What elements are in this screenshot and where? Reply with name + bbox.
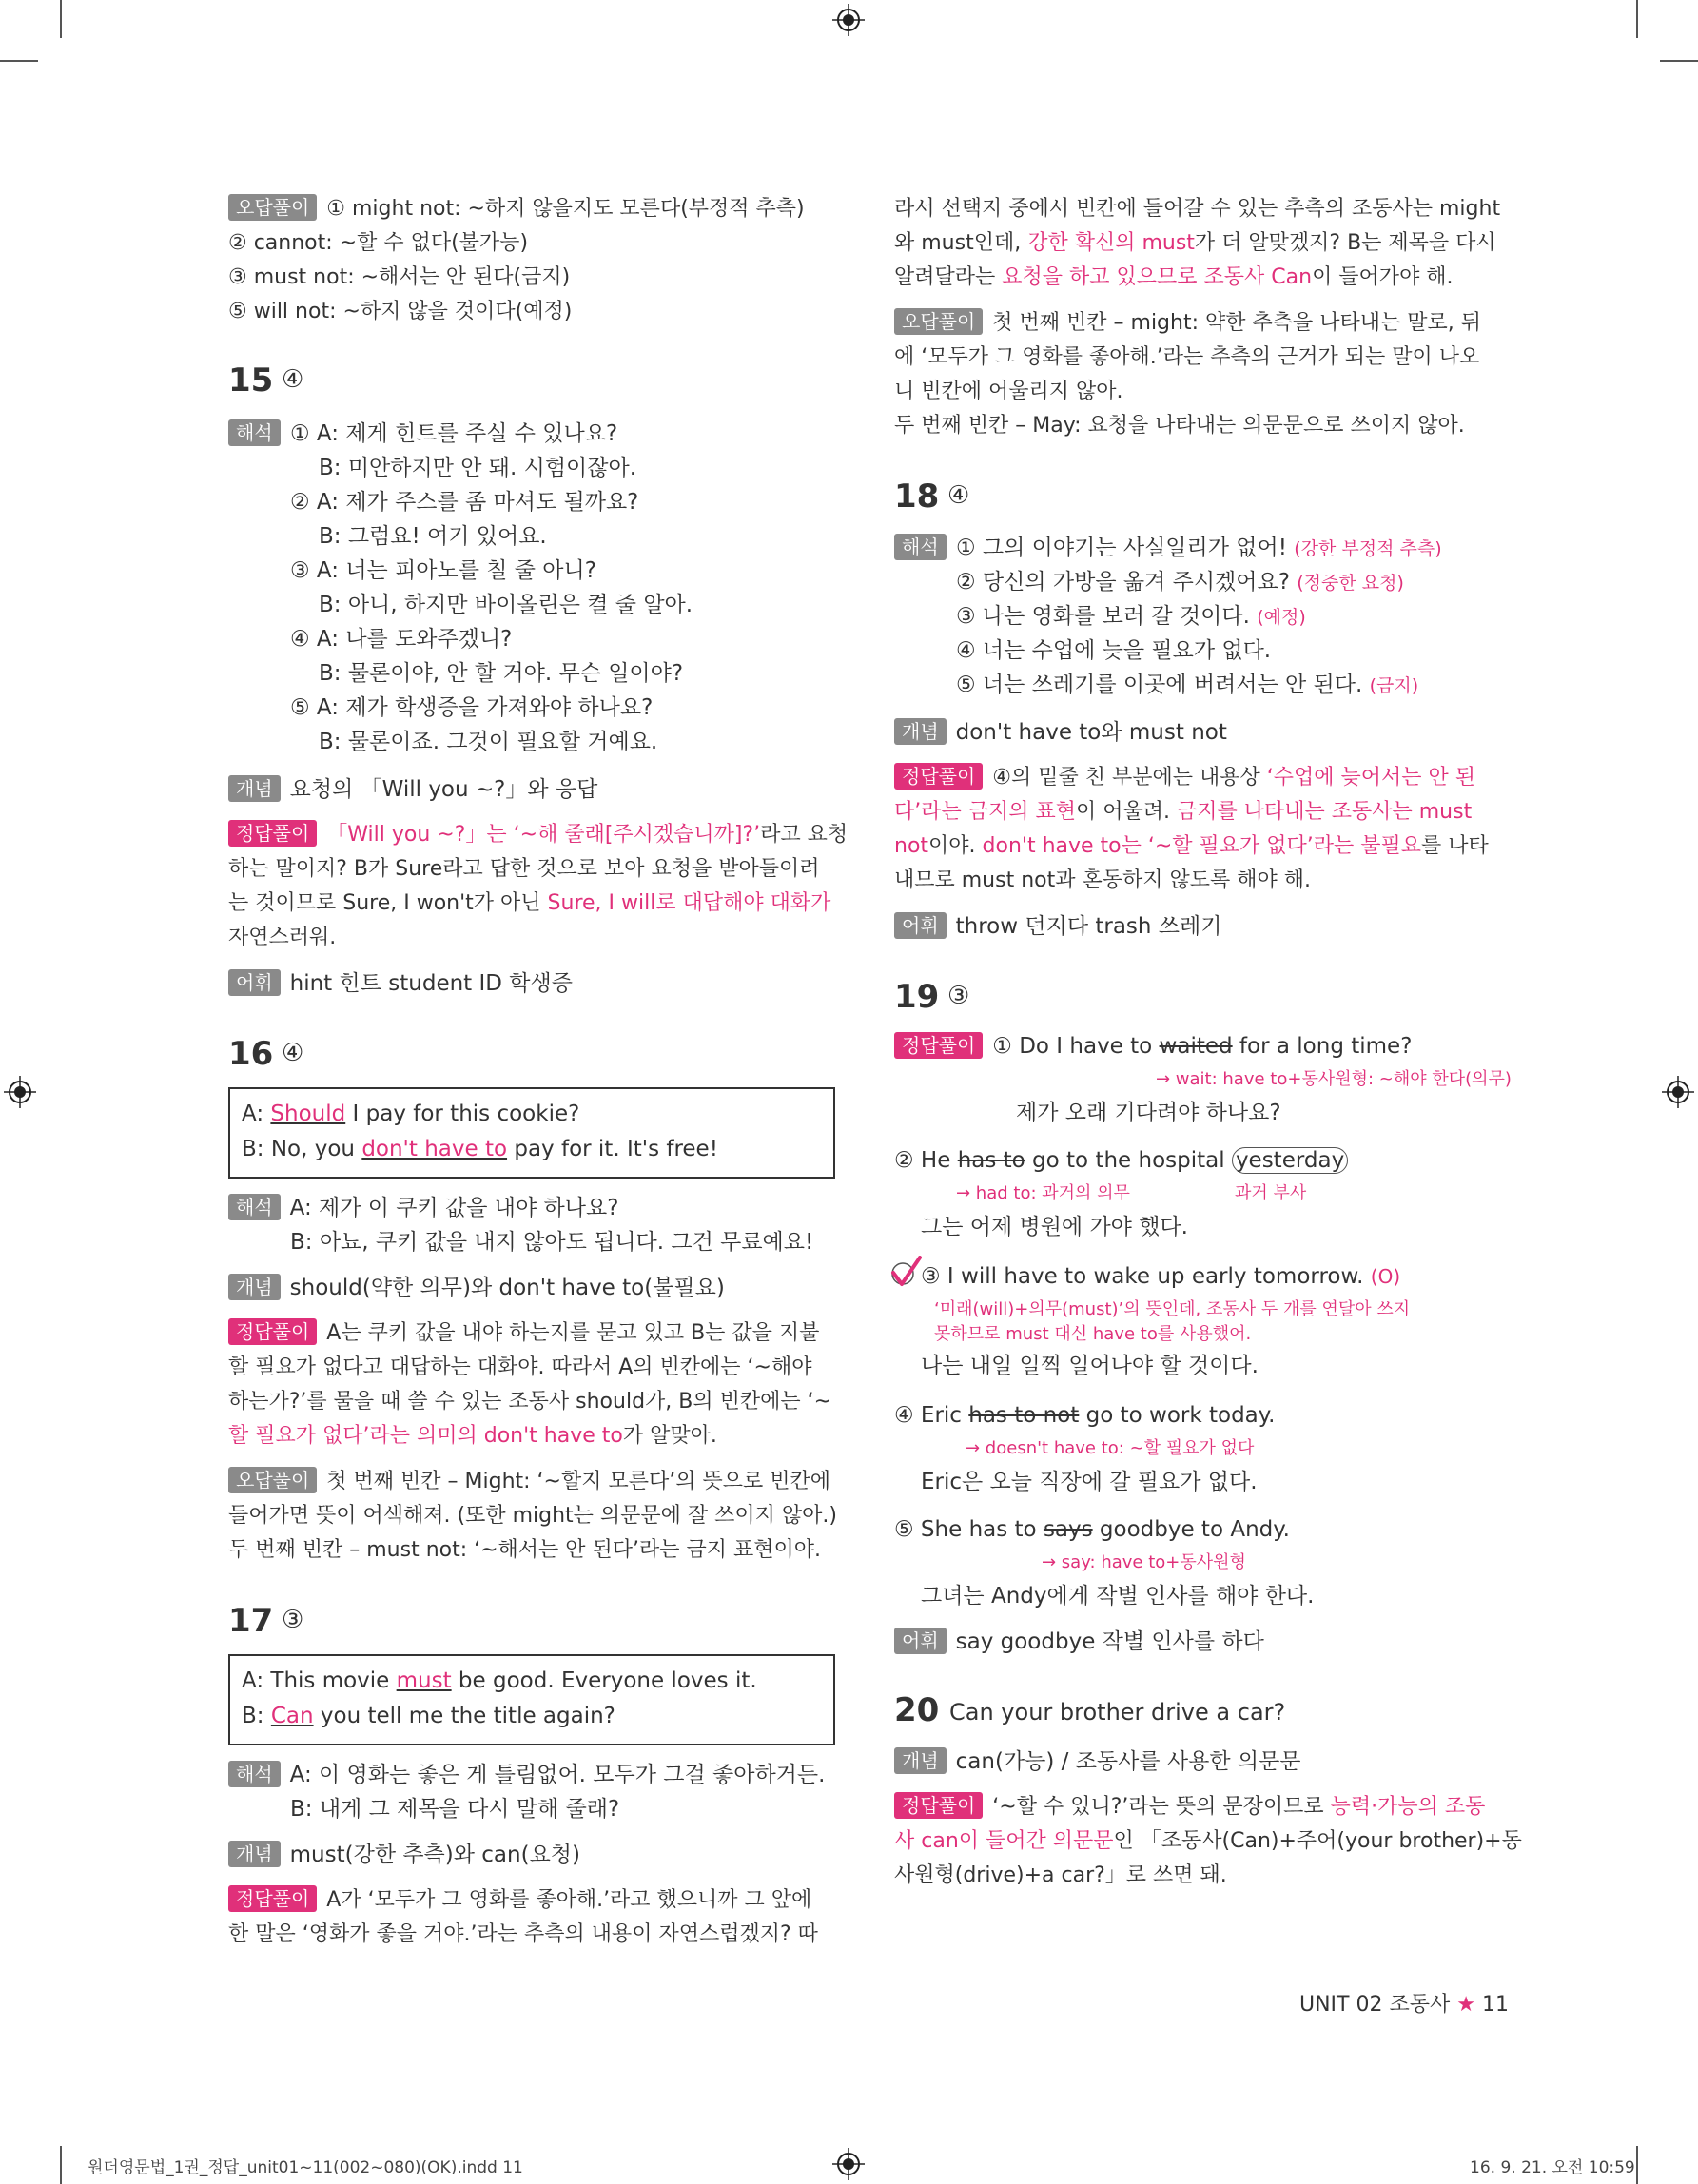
translation-line: ⑤ 너는 쓰레기를 이곳에 버려서는 안 된다. (금지) <box>956 673 1419 697</box>
print-file-name: 원더영문법_1권_정답_unit01~11(002~080)(OK).indd 11 <box>88 2158 523 2177</box>
explanation-line: 자연스러워. <box>228 926 337 949</box>
dialogue-line: B: No, you don't have to pay for it. It's free! <box>242 1137 718 1161</box>
vocab-tag: 어휘 <box>894 912 947 939</box>
translation-line: ② 당신의 가방을 옮겨 주시겠어요? (정중한 요청) <box>956 570 1404 595</box>
translation-line: B: 아니, 하지만 바이올린은 켤 줄 알아. <box>319 593 693 617</box>
correction-note: 과거 부사 <box>1235 1183 1307 1203</box>
translation-line: B: 그럼요! 여기 있어요. <box>319 524 547 549</box>
vocab-line: 어휘 hint 힌트 student ID 학생증 <box>228 966 573 1001</box>
wrong-answer-line: 들어가면 뜻이 어색해져. (또한 might는 의문문에 잘 쓰이지 않아.) <box>228 1504 837 1528</box>
vocab-tag: 어휘 <box>894 1628 947 1654</box>
concept-tag: 개념 <box>228 1274 281 1300</box>
question-answer: ③ <box>947 982 970 1010</box>
answer-explanation-tag: 정답풀이 <box>228 820 317 847</box>
explanation-line: 한 말은 ‘영화가 좋을 거야.’라는 추측의 내용이 자연스럽겠지? 따 <box>228 1922 818 1946</box>
translation-line: ① A: 제게 힌트를 주실 수 있나요? <box>290 421 618 446</box>
explanation-line: not이야. don't have to는 ‘~할 필요가 없다’라는 불필요를 나타 <box>894 834 1489 858</box>
translation-line: B: 내게 그 제목을 다시 말해 줄래? <box>290 1797 620 1822</box>
concept-line: 개념 must(강한 추측)와 can(요청) <box>228 1838 580 1872</box>
explanation-line: 하는 말이지? B가 Sure라고 답한 것으로 보아 요청을 받아들이려 <box>228 857 820 881</box>
answer-explanation-tag: 정답풀이 <box>894 1792 983 1819</box>
translation-line: ② A: 제가 주스를 좀 마셔도 될까요? <box>290 490 639 515</box>
question-answer: ③ <box>282 1606 304 1634</box>
wrong-answer-line: 니 빈칸에 어울리지 않아. <box>894 380 1123 403</box>
dialogue-line: B: Can you tell me the title again? <box>242 1704 615 1728</box>
answer-explanation-tag: 정답풀이 <box>894 1032 983 1059</box>
answer-explanation-tag: 정답풀이 <box>228 1885 317 1912</box>
translation-tag-row <box>894 531 956 565</box>
explanation-line: 알려달라는 요청을 하고 있으므로 조동사 Can이 들어가야 해. <box>894 265 1454 289</box>
explanation-line: 하는가?’를 물을 때 쓸 수 있는 조동사 should가, B의 빈칸에는 ‘~ <box>228 1390 832 1414</box>
translation-tag: 해석 <box>894 534 947 560</box>
wrong-answer-line: 두 번째 빈칸 – May: 요청을 나타내는 의문문으로 쓰이지 않아. <box>894 414 1465 438</box>
correction-note: 못하므로 must 대신 have to를 사용했어. <box>934 1324 1252 1344</box>
question-number: 15 <box>228 361 274 400</box>
translation-tag: 해석 <box>228 419 281 446</box>
question-answer: Can your brother drive a car? <box>949 1699 1286 1726</box>
page-number: 11 <box>1481 1993 1509 2017</box>
translation-line: ④ 너는 수업에 늦을 필요가 없다. <box>956 638 1272 663</box>
sentence-1: 정답풀이 ① Do I have to waited for a long time? <box>894 1029 1412 1063</box>
vocab-tag: 어휘 <box>228 969 281 996</box>
explanation-line: 정답풀이 「Will you ~?」는 ‘~해 줄래[주시겠습니까]?’라고 요청 <box>228 818 848 852</box>
correction-note: → say: have to+동사원형 <box>1042 1552 1246 1572</box>
question-number: 16 <box>228 1035 274 1073</box>
explanation-line: 내므로 must not과 혼동하지 않도록 해야 해. <box>894 868 1311 892</box>
crop-mark-tl-v <box>60 0 62 38</box>
registration-mark-icon <box>832 4 865 36</box>
explanation-line: 라서 선택지 중에서 빈칸에 들어갈 수 있는 추측의 조동사는 might <box>894 197 1501 221</box>
concept-line: 개념 can(가능) / 조동사를 사용한 의문문 <box>894 1745 1301 1779</box>
explanation-line: 사 can이 들어간 의문문인 「조동사(Can)+주어(your brother)+동 <box>894 1829 1522 1853</box>
page-footer: UNIT 02 조동사 ★ 11 <box>1299 1993 1509 2017</box>
translation-line: 해석 A: 제가 이 쿠키 값을 내야 하나요? <box>228 1191 618 1225</box>
dialogue-line: A: Should I pay for this cookie? <box>242 1102 580 1126</box>
explanation-line: 정답풀이 ‘~할 수 있니?’라는 뜻의 문장이므로 능력·가능의 조동 <box>894 1790 1485 1824</box>
translation-line: ① 그의 이야기는 사실일리가 없어! (강한 부정적 추측) <box>956 536 1442 560</box>
translation-line: B: 물론이죠. 그것이 필요할 거예요. <box>319 730 658 754</box>
sentence-translation: 그는 어제 병원에 가야 했다. <box>921 1215 1188 1239</box>
translation-tag: 해석 <box>228 1194 281 1220</box>
print-timestamp: 16. 9. 21. 오전 10:59 <box>1470 2158 1635 2177</box>
question-number: 18 <box>894 478 940 516</box>
translation-line: 해석 A: 이 영화는 좋은 게 틀림없어. 모두가 그걸 좋아하거든. <box>228 1758 825 1792</box>
check-mark-icon <box>889 1256 922 1290</box>
wrong-answer-tag: 오답풀이 <box>894 308 983 335</box>
crop-mark-tr-v <box>1636 0 1638 38</box>
explanation-line: 와 must인데, 강한 확신의 must가 더 알맞겠지? B는 제목을 다시 <box>894 231 1496 255</box>
sentence-translation: 제가 오래 기다려야 하나요? <box>1016 1101 1281 1125</box>
sentence-2: ② He has to go to the hospital yesterday <box>894 1143 1348 1178</box>
crop-mark-tl-h <box>0 60 38 62</box>
question-number: 19 <box>894 978 940 1016</box>
sentence-5: ⑤ She has to says goodbye to Andy. <box>894 1517 1290 1542</box>
concept-tag: 개념 <box>894 718 947 745</box>
concept-line: 개념 don't have to와 must not <box>894 715 1227 750</box>
registration-mark-icon <box>832 2148 865 2180</box>
registration-mark-icon <box>1662 1076 1694 1108</box>
crop-mark-bl-v <box>60 2146 62 2184</box>
q14-wrong-answer-line2: ② cannot: ~할 수 없다(불가능) <box>228 231 529 255</box>
wrong-answer-line: 에 ‘모두가 그 영화를 좋아해.’라는 추측의 근거가 되는 말이 나오 <box>894 345 1480 369</box>
q14-wrong-answer-line3: ③ must not: ~해서는 안 된다(금지) <box>228 265 571 289</box>
crop-mark-tr-h <box>1660 60 1698 62</box>
sentence-translation: Eric은 오늘 직장에 갈 필요가 없다. <box>921 1470 1258 1494</box>
correction-note: → wait: have to+동사원형: ~해야 한다(의무) <box>1156 1069 1512 1089</box>
concept-tag: 개념 <box>894 1747 947 1774</box>
dialogue-line: A: This movie must be good. Everyone loves it. <box>242 1668 757 1693</box>
answer-explanation-tag: 정답풀이 <box>894 763 983 790</box>
registration-mark-icon <box>4 1076 36 1108</box>
concept-line: 개념 should(약한 의무)와 don't have to(불필요) <box>228 1271 725 1305</box>
concept-tag: 개념 <box>228 1841 281 1867</box>
explanation-line: 다’라는 금지의 표현이 어울려. 금지를 나타내는 조동사는 must <box>894 800 1473 824</box>
concept-tag: 개념 <box>228 775 281 802</box>
sentence-translation: 그녀는 Andy에게 작별 인사를 해야 한다. <box>921 1584 1315 1609</box>
explanation-line: 할 필요가 없다고 대답하는 대화야. 따라서 A의 빈칸에는 ‘~해야 <box>228 1355 812 1379</box>
translation-line: ④ A: 나를 도와주겠니? <box>290 627 513 652</box>
question-answer: ④ <box>282 365 304 394</box>
correction-note: → doesn't have to: ~할 필요가 없다 <box>966 1438 1255 1458</box>
translation-line: B: 물론이야, 안 할 거야. 무슨 일이야? <box>319 661 684 686</box>
vocab-line: 어휘 say goodbye 작별 인사를 하다 <box>894 1625 1264 1659</box>
question-number: 17 <box>228 1602 274 1640</box>
explanation-line: 정답풀이 A는 쿠키 값을 내야 하는지를 묻고 있고 B는 값을 지불 <box>228 1316 819 1351</box>
translation-line: B: 아뇨, 쿠키 값을 내지 않아도 됩니다. 그건 무료예요! <box>290 1230 814 1255</box>
wrong-answer-tag: 오답풀이 <box>228 194 317 221</box>
translation-tag: 해석 <box>228 1761 281 1787</box>
explanation-line: 는 것이므로 Sure, I won't가 아닌 Sure, I will로 대답해야 대화가 <box>228 891 831 915</box>
translation-line: ③ A: 너는 피아노를 칠 줄 아니? <box>290 558 596 583</box>
concept-line: 개념 요청의 「Will you ~?」와 응답 <box>228 772 597 807</box>
translation-line: ③ 나는 영화를 보러 갈 것이다. (예정) <box>956 604 1306 629</box>
wrong-answer-line: 두 번째 빈칸 – must not: ‘~해서는 안 된다’라는 금지 표현이야. <box>228 1538 822 1562</box>
sentence-3: ③ I will have to wake up early tomorrow. (O) <box>921 1264 1401 1289</box>
crop-mark-br-v <box>1636 2146 1638 2184</box>
correction-note: ‘미래(will)+의무(must)’의 뜻인데, 조동사 두 개를 연달아 쓰지 <box>934 1299 1411 1319</box>
sentence-4: ④ Eric has to not go to work today. <box>894 1403 1276 1428</box>
translation-line: B: 미안하지만 안 돼. 시험이잖아. <box>319 456 637 480</box>
sentence-translation: 나는 내일 일찍 일어나야 할 것이다. <box>921 1354 1259 1378</box>
translation-line: ⑤ A: 제가 학생증을 가져와야 하나요? <box>290 695 654 720</box>
translation-tag-row <box>228 417 290 451</box>
explanation-line: 사원형(drive)+a car?」로 쓰면 돼. <box>894 1863 1227 1887</box>
answer-explanation-tag: 정답풀이 <box>228 1318 317 1345</box>
wrong-answer-line: 오답풀이 첫 번째 빈칸 – might: 약한 추측을 나타내는 말로, 뒤 <box>894 306 1481 341</box>
correction-note: → had to: 과거의 의무 <box>956 1183 1130 1203</box>
question-answer: ④ <box>282 1039 304 1067</box>
explanation-line: 할 필요가 없다’라는 의미의 don't have to가 알맞아. <box>228 1424 717 1448</box>
question-number: 20 <box>894 1691 940 1729</box>
question-answer: ④ <box>947 481 970 510</box>
wrong-answer-line: 오답풀이 첫 번째 빈칸 – Might: ‘~할지 모른다’의 뜻으로 빈칸에 <box>228 1465 830 1499</box>
q14-wrong-answer-line1: 오답풀이 ① might not: ~하지 않을지도 모른다(부정적 추측) <box>228 192 805 226</box>
vocab-line: 어휘 throw 던지다 trash 쓰레기 <box>894 909 1221 944</box>
wrong-answer-tag: 오답풀이 <box>228 1467 317 1493</box>
explanation-line: 정답풀이 ④의 밑줄 친 부분에는 내용상 ‘수업에 늦어서는 안 된 <box>894 761 1475 795</box>
star-icon: ★ <box>1456 1993 1475 2017</box>
q14-wrong-answer-line4: ⑤ will not: ~하지 않을 것이다(예정) <box>228 300 573 323</box>
explanation-line: 정답풀이 A가 ‘모두가 그 영화를 좋아해.’라고 했으니까 그 앞에 <box>228 1883 811 1918</box>
